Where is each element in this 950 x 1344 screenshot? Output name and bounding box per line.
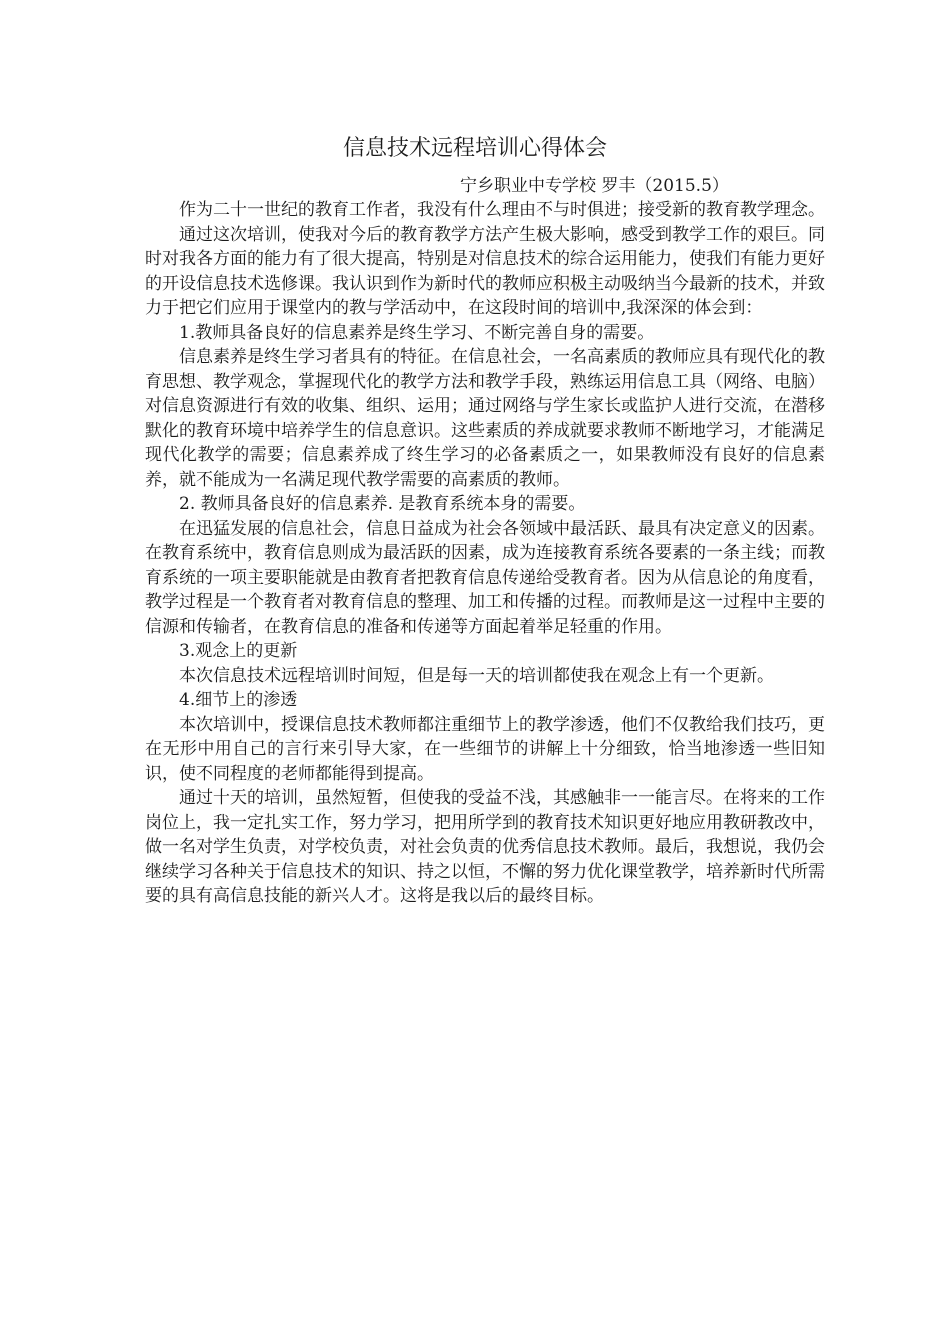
author-byline: 宁乡职业中专学校 罗丰（2015.5） <box>460 176 729 196</box>
document-body <box>145 198 825 909</box>
section-heading-1: 1.教师具备良好的信息素养是终生学习、不断完善自身的需要。 <box>179 322 655 343</box>
section-heading-4: 4.细节上的渗透 <box>179 690 298 710</box>
document-title: 信息技术远程培训心得体会 <box>342 136 607 161</box>
section-heading-3: 3.观念上的更新 <box>179 641 298 661</box>
paragraph-section-4: 本次培训中，授课信息技术教师都注重细节上的教学渗透，他们不仅教给我们技巧，更在无形中用自己的言行来引导大家，在一些细节的讲解上十分细致，恰当地渗透一些旧知识，使不同程度的老师都能得到提高。 <box>145 714 825 784</box>
paragraph-conclusion: 通过十天的培训，虽然短暂，但使我的受益不浅，其感触非一一能言尽。在将来的工作岗位上，我一定扎实工作，努力学习，把用所学到的教育技术知识更好地应用教研教改中，做一名对学生负责，对学校负责，对社会负责的优秀信息技术教师。最后，我想说，我仍会继续学习各种关于信息技术的知识、持之以恒，不懈的努力优化课堂教学，培养新时代所需要的具有高信息技能的新兴人才。这将是我以后的最终目标。 <box>145 788 825 906</box>
paragraph-intro: 作为二十一世纪的教育工作者，我没有什么理由不与时俱进；接受新的教育教学理念。 <box>179 200 825 220</box>
section-heading-2: 2. 教师具备良好的信息素养. 是教育系统本身的需要。 <box>179 494 586 514</box>
paragraph-section-3: 本次信息技术远程培训时间短，但是每一天的培训都使我在观念上有一个更新。 <box>179 665 774 686</box>
paragraph-section-2: 在迅猛发展的信息社会，信息日益成为社会各领域中最活跃、最具有决定意义的因素。在教育系统中，教育信息则成为最活跃的因素，成为连接教育系统各要素的一条主线；而教育系统的一项主要职能就是由教育者把教育信息传递给受教育者。因为从信息论的角度看，教学过程是一个教育者对教育信息的整理、加工和传播的过程。而教师是这一过程中主要的信源和传输者，在教育信息的准备和传递等方面起着举足轻重的作用。 <box>145 518 825 637</box>
paragraph-training-impact: 通过这次培训，使我对今后的教育教学方法产生极大影响，感受到教学工作的艰巨。同时对我各方面的能力有了很大提高，特别是对信息技术的综合运用能力，使我们有能力更好的开设信息技术选修课。我认识到作为新时代的教师应积极主动吸纳当今最新的技术，并致力于把它们应用于课堂内的教与学活动中，在这段时间的培训中,我深深的体会到： <box>145 224 825 318</box>
paragraph-section-1: 信息素养是终生学习者具有的特征。在信息社会，一名高素质的教师应具有现代化的教育思想、教学观念，掌握现代化的教学方法和教学手段，熟练运用信息工具（网络、电脑）对信息资源进行有效的收集、组织、运用；通过网络与学生家长或监护人进行交流，在潜移默化的教育环境中培养学生的信息意识。这些素质的养成就要求教师不断地学习，才能满足现代化教学的需要；信息素养成了终生学习的必备素质之一，如果教师没有良好的信息素养，就不能成为一名满足现代教学需要的高素质的教师。 <box>145 347 825 490</box>
